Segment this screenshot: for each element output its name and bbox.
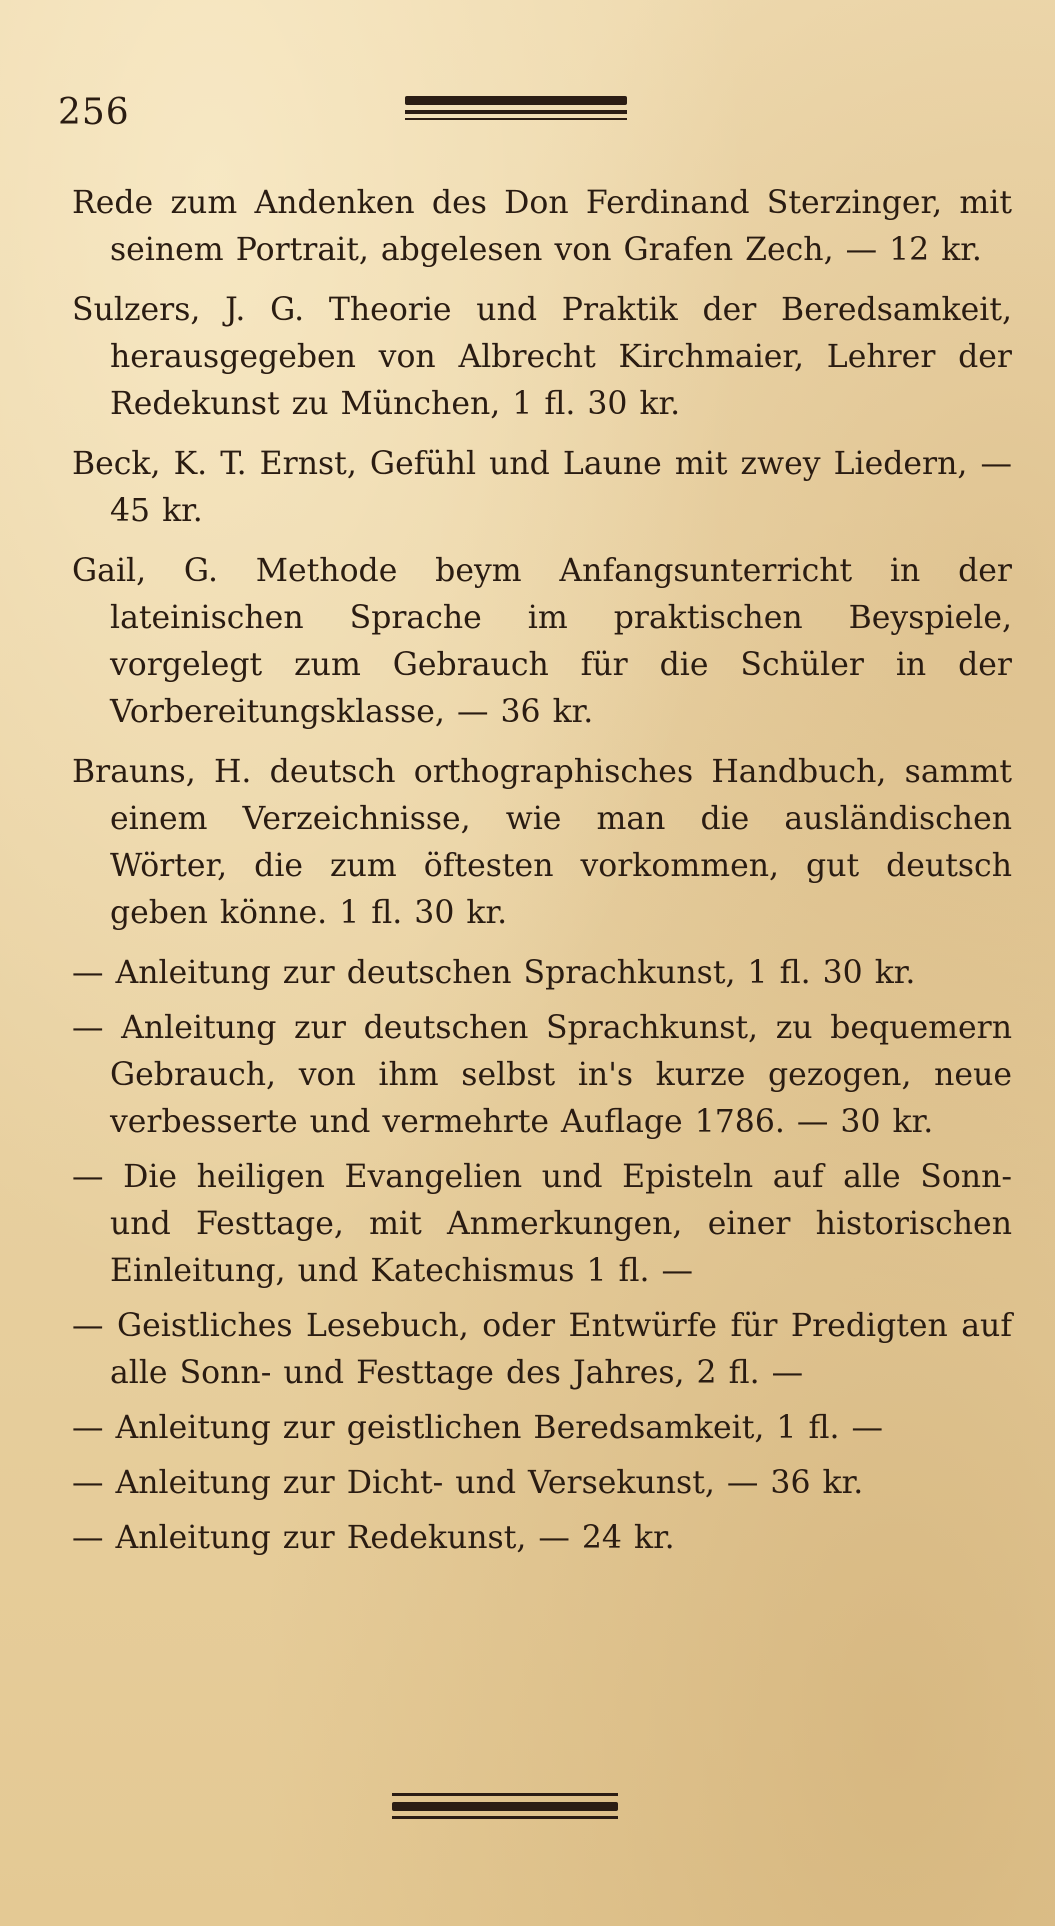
ornament-bar <box>405 96 627 105</box>
ornament-bar <box>392 1793 618 1796</box>
catalog-entry: Brauns, H. deutsch orthographisches Handbuch, sammt einem Verzeichnisse, wie man die ausländischen Wörter, die zum öftesten vorkommen, gut deutsch geben könne. 1 fl. 30 kr. <box>72 754 1012 931</box>
catalog-entry: — Anleitung zur deutschen Sprachkunst, zu bequemern Gebrauch, von ihm selbst in's kurze gezogen, neue verbesserte und vermehrte Auflage 1786. — 30 kr. <box>72 1010 1012 1140</box>
catalog-entry: Beck, K. T. Ernst, Gefühl und Laune mit zwey Liedern, — 45 kr. <box>72 446 1012 529</box>
catalog-entry: — Anleitung zur Dicht- und Versekunst, — 36 kr. <box>72 1465 864 1501</box>
catalog-entry: — Anleitung zur deutschen Sprachkunst, 1 fl. 30 kr. <box>72 955 916 991</box>
footer-ornament-rule <box>392 1793 618 1821</box>
catalog-entry-list <box>72 180 1012 1570</box>
page-number: 256 <box>58 92 130 133</box>
ornament-bar <box>392 1802 618 1811</box>
header-ornament-rule <box>405 96 627 126</box>
ornament-bar <box>405 118 627 120</box>
catalog-entry: — Die heiligen Evangelien und Episteln auf alle Sonn- und Festtage, mit Anmerkungen, einer historischen Einleitung, und Katechismus 1 fl. — <box>72 1159 1012 1289</box>
catalog-entry: Gail, G. Methode beym Anfangsunterricht in der lateinischen Sprache im praktischen Beyspiele, vorgelegt zum Gebrauch für die Schüler in der Vorbereitungsklasse, — 36 kr. <box>72 553 1012 730</box>
ornament-bar <box>405 110 627 114</box>
catalog-entry: Sulzers, J. G. Theorie und Praktik der Beredsamkeit, herausgegeben von Albrecht Kirchmaier, Lehrer der Redekunst zu München, 1 fl. 30 kr. <box>72 292 1012 422</box>
catalog-entry: — Geistliches Lesebuch, oder Entwürfe für Predigten auf alle Sonn- und Festtage des Jahres, 2 fl. — <box>72 1308 1012 1391</box>
catalog-entry: — Anleitung zur Redekunst, — 24 kr. <box>72 1520 675 1556</box>
catalog-entry: Rede zum Andenken des Don Ferdinand Sterzinger, mit seinem Portrait, abgelesen von Grafen Zech, — 12 kr. <box>72 185 1012 268</box>
catalog-entry: — Anleitung zur geistlichen Beredsamkeit, 1 fl. — <box>72 1410 883 1446</box>
ornament-bar <box>392 1816 618 1819</box>
